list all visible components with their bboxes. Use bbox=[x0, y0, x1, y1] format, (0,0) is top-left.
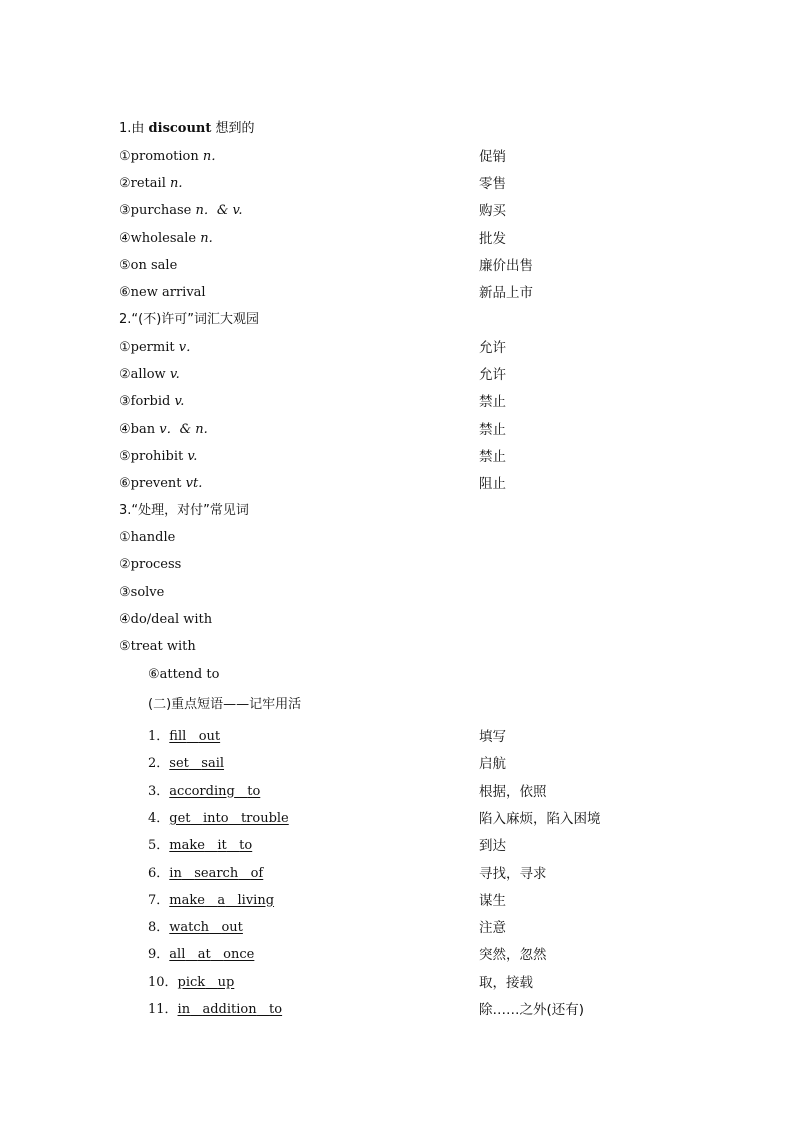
phrase-number: 2． bbox=[148, 756, 170, 772]
section1-item-word bbox=[119, 173, 183, 195]
section2-item-row bbox=[0, 419, 794, 441]
phrase-meaning: 根据，依照 bbox=[479, 783, 547, 800]
section2-item-meaning: 允许 bbox=[479, 367, 506, 384]
phrase bbox=[148, 890, 274, 912]
phrase-word: in bbox=[169, 865, 182, 881]
phrase-meaning: 陷入麻烦，陷入困境 bbox=[479, 810, 601, 827]
section2-item-part-of-speech: v．& n. bbox=[155, 421, 208, 437]
section2-item-word bbox=[119, 419, 208, 441]
section3-item-text: ⑥attend to bbox=[148, 666, 220, 682]
phrase-row bbox=[0, 999, 794, 1021]
phrase-word: addition bbox=[202, 1002, 257, 1017]
section2-item-part-of-speech: v. bbox=[170, 394, 185, 410]
phrase-row bbox=[0, 944, 794, 966]
phrase-number: 7． bbox=[148, 892, 170, 908]
phrase-meaning: 填写 bbox=[479, 729, 506, 745]
section1-item-meaning: 廉价出售 bbox=[479, 257, 533, 274]
phrase bbox=[148, 753, 224, 775]
section2-item-part-of-speech: v. bbox=[165, 367, 180, 383]
section2-item-word bbox=[119, 391, 184, 413]
phrase-word: to bbox=[239, 838, 253, 854]
phrase-meaning: 谋生 bbox=[479, 892, 506, 909]
phrase-answer bbox=[169, 729, 220, 744]
phrase-row bbox=[0, 863, 794, 885]
phrase-word: up bbox=[217, 974, 235, 990]
section2-item-word-text: ④ban bbox=[119, 421, 156, 437]
phrase-word: out bbox=[221, 920, 243, 936]
section2-item-word-text: ③forbid bbox=[119, 394, 171, 410]
section3-item-text: ⑤treat with bbox=[119, 639, 196, 655]
phrase bbox=[148, 917, 243, 939]
section1-item-word bbox=[119, 255, 177, 277]
section1-item-row bbox=[0, 282, 794, 304]
section1-item-meaning: 促销 bbox=[479, 149, 506, 165]
section1-item-part-of-speech: n．& v. bbox=[191, 203, 243, 219]
phrase-row bbox=[0, 917, 794, 939]
section3-item bbox=[0, 609, 794, 631]
phrase-answer bbox=[169, 784, 260, 799]
section1-item-word bbox=[119, 282, 206, 304]
phrase-word: once bbox=[223, 947, 255, 963]
phrase-meaning: 启航 bbox=[479, 756, 506, 773]
section1-item-row bbox=[0, 255, 794, 277]
section1-item-word bbox=[119, 146, 224, 168]
section1-item-row bbox=[0, 228, 794, 250]
section2-item-row bbox=[0, 446, 794, 468]
section1-item-word-text: ③purchase bbox=[119, 203, 192, 219]
section1-item-part-of-speech: n. bbox=[196, 230, 213, 246]
phrase bbox=[148, 944, 254, 966]
section2-item-word-text: ⑤prohibit bbox=[119, 448, 184, 464]
phrase-meaning: 到达 bbox=[479, 838, 506, 855]
section2-item-word-text: ⑥prevent bbox=[119, 476, 182, 491]
section2-item-row bbox=[0, 337, 794, 359]
phrase-number: 10． bbox=[148, 974, 178, 990]
section1-item-meaning: 批发 bbox=[479, 230, 506, 247]
phrase-number: 6． bbox=[148, 865, 170, 881]
section3-item bbox=[0, 664, 794, 686]
phrase-answer bbox=[169, 920, 243, 935]
phrase-answer bbox=[169, 866, 263, 881]
phrase-meaning: 突然，忽然 bbox=[479, 947, 547, 964]
phrase-answer bbox=[169, 838, 252, 853]
phrase-word: in bbox=[177, 1002, 191, 1017]
section2-item-word-text: ①permit bbox=[119, 340, 175, 355]
phrase-answer bbox=[169, 893, 274, 908]
phrase-word: living bbox=[237, 892, 275, 908]
section1-item-meaning: 新品上市 bbox=[479, 285, 533, 301]
section3-item-text: ④do/deal with bbox=[119, 611, 213, 627]
section2-item-meaning: 禁止 bbox=[479, 448, 506, 465]
phrase-word: get bbox=[169, 810, 191, 826]
section1-item-part-of-speech: n． bbox=[198, 149, 225, 164]
phrase-answer bbox=[169, 811, 288, 826]
phrase-word: fill bbox=[169, 729, 187, 744]
section1-item-word-text: ①promotion bbox=[119, 149, 199, 164]
section1-item-word bbox=[119, 200, 243, 222]
phrase-answer bbox=[178, 1002, 283, 1017]
phrase bbox=[148, 781, 260, 803]
phrase-word: watch bbox=[169, 920, 210, 936]
section3-item-text: ③solve bbox=[119, 584, 165, 600]
phrase bbox=[148, 726, 220, 748]
phrase-word: make bbox=[169, 892, 205, 908]
section3-item bbox=[0, 554, 794, 576]
section2-title: 2.“(不)许可”词汇大观园 bbox=[119, 312, 260, 327]
section2-item-meaning: 禁止 bbox=[479, 421, 506, 438]
phrase-meaning: 除……之外(还有) bbox=[479, 1002, 585, 1018]
phrase-answer bbox=[169, 947, 254, 962]
section2-item-row bbox=[0, 364, 794, 386]
phrase bbox=[148, 999, 282, 1021]
phrase bbox=[148, 808, 289, 830]
section1-item-part-of-speech: n. bbox=[165, 176, 183, 192]
phrase-word: it bbox=[217, 838, 227, 854]
phrase bbox=[148, 972, 234, 994]
section2-item-part-of-speech: v． bbox=[174, 340, 200, 355]
section1-title bbox=[0, 118, 794, 140]
section1-item-word-text: ④wholesale bbox=[119, 230, 197, 246]
phrase-word: pick bbox=[177, 974, 206, 990]
section2-item-meaning: 禁止 bbox=[479, 394, 506, 411]
section2-item-word bbox=[119, 473, 202, 495]
phrase-answer bbox=[169, 756, 224, 771]
phrase-row bbox=[0, 726, 794, 748]
section1-item-word-text: ⑥new arrival bbox=[119, 285, 206, 300]
phrase-word: sail bbox=[201, 756, 225, 772]
phrase-meaning: 注意 bbox=[479, 920, 506, 937]
section1-item-word-text: ②retail bbox=[119, 176, 166, 192]
section1-item-meaning: 购买 bbox=[479, 203, 506, 220]
section4-title: (二)重点短语——记牢用活 bbox=[148, 697, 302, 712]
section1-item-word-text: ⑤on sale bbox=[119, 257, 178, 273]
phrase-word: to bbox=[269, 1002, 283, 1017]
phrase bbox=[148, 835, 252, 857]
phrase-word: according bbox=[169, 783, 235, 799]
phrase-row bbox=[0, 972, 794, 994]
section2-item-meaning: 阻止 bbox=[479, 476, 506, 492]
phrase-number: 1． bbox=[148, 729, 170, 744]
phrase-number: 11． bbox=[148, 1002, 178, 1017]
section1-item-meaning: 零售 bbox=[479, 176, 506, 193]
phrase-number: 3． bbox=[148, 783, 170, 799]
phrase-row bbox=[0, 781, 794, 803]
section1-item-word bbox=[119, 228, 213, 250]
section1-item-row bbox=[0, 173, 794, 195]
phrase-row bbox=[0, 753, 794, 775]
section2-item-word-text: ②allow bbox=[119, 367, 166, 383]
section2-item-part-of-speech: v. bbox=[183, 448, 198, 464]
section3-item-text: ②process bbox=[119, 557, 182, 573]
phrase-number: 4． bbox=[148, 810, 170, 826]
section1-item-row bbox=[0, 146, 794, 168]
phrase-word: to bbox=[247, 783, 261, 799]
section2-item-word bbox=[119, 446, 197, 468]
phrase-word: out bbox=[198, 729, 221, 744]
phrase-answer bbox=[178, 975, 235, 990]
phrase-row bbox=[0, 835, 794, 857]
phrase-word: a bbox=[217, 892, 226, 908]
phrase-word: into bbox=[202, 810, 229, 826]
phrase-meaning: 取，接载 bbox=[479, 974, 533, 991]
section2-item-word bbox=[119, 337, 199, 359]
phrase bbox=[148, 863, 263, 885]
phrase-number: 9． bbox=[148, 947, 170, 963]
phrase-word: trouble bbox=[240, 810, 289, 826]
phrase-word: set bbox=[169, 756, 189, 772]
section3-item bbox=[0, 636, 794, 658]
phrase-row bbox=[0, 808, 794, 830]
phrase-word: of bbox=[250, 865, 264, 881]
section2-item-word bbox=[119, 364, 180, 386]
section2-item-meaning: 允许 bbox=[479, 340, 506, 356]
section2-item-part-of-speech: vt. bbox=[181, 476, 203, 491]
section2-item-row bbox=[0, 391, 794, 413]
section3-item-text: ①handle bbox=[119, 530, 176, 545]
section1-title-suffix: 想到的 bbox=[211, 121, 255, 136]
phrase-number: 5． bbox=[148, 838, 170, 854]
phrase-word: all bbox=[169, 947, 186, 963]
section3-item bbox=[0, 527, 794, 549]
section3-title: 3.“处理，对付”常见词 bbox=[119, 503, 249, 518]
section1-title-keyword: discount bbox=[148, 121, 212, 136]
section3-item bbox=[0, 582, 794, 604]
section1-item-row bbox=[0, 200, 794, 222]
phrase-word: at bbox=[197, 947, 211, 963]
phrase-number: 8． bbox=[148, 920, 170, 936]
phrase-meaning: 寻找，寻求 bbox=[479, 865, 547, 882]
section2-item-row bbox=[0, 473, 794, 495]
phrase-row bbox=[0, 890, 794, 912]
phrase-word: make bbox=[169, 838, 205, 854]
phrase-word: search bbox=[194, 865, 239, 881]
section1-title-prefix: 1.由 bbox=[119, 121, 149, 136]
